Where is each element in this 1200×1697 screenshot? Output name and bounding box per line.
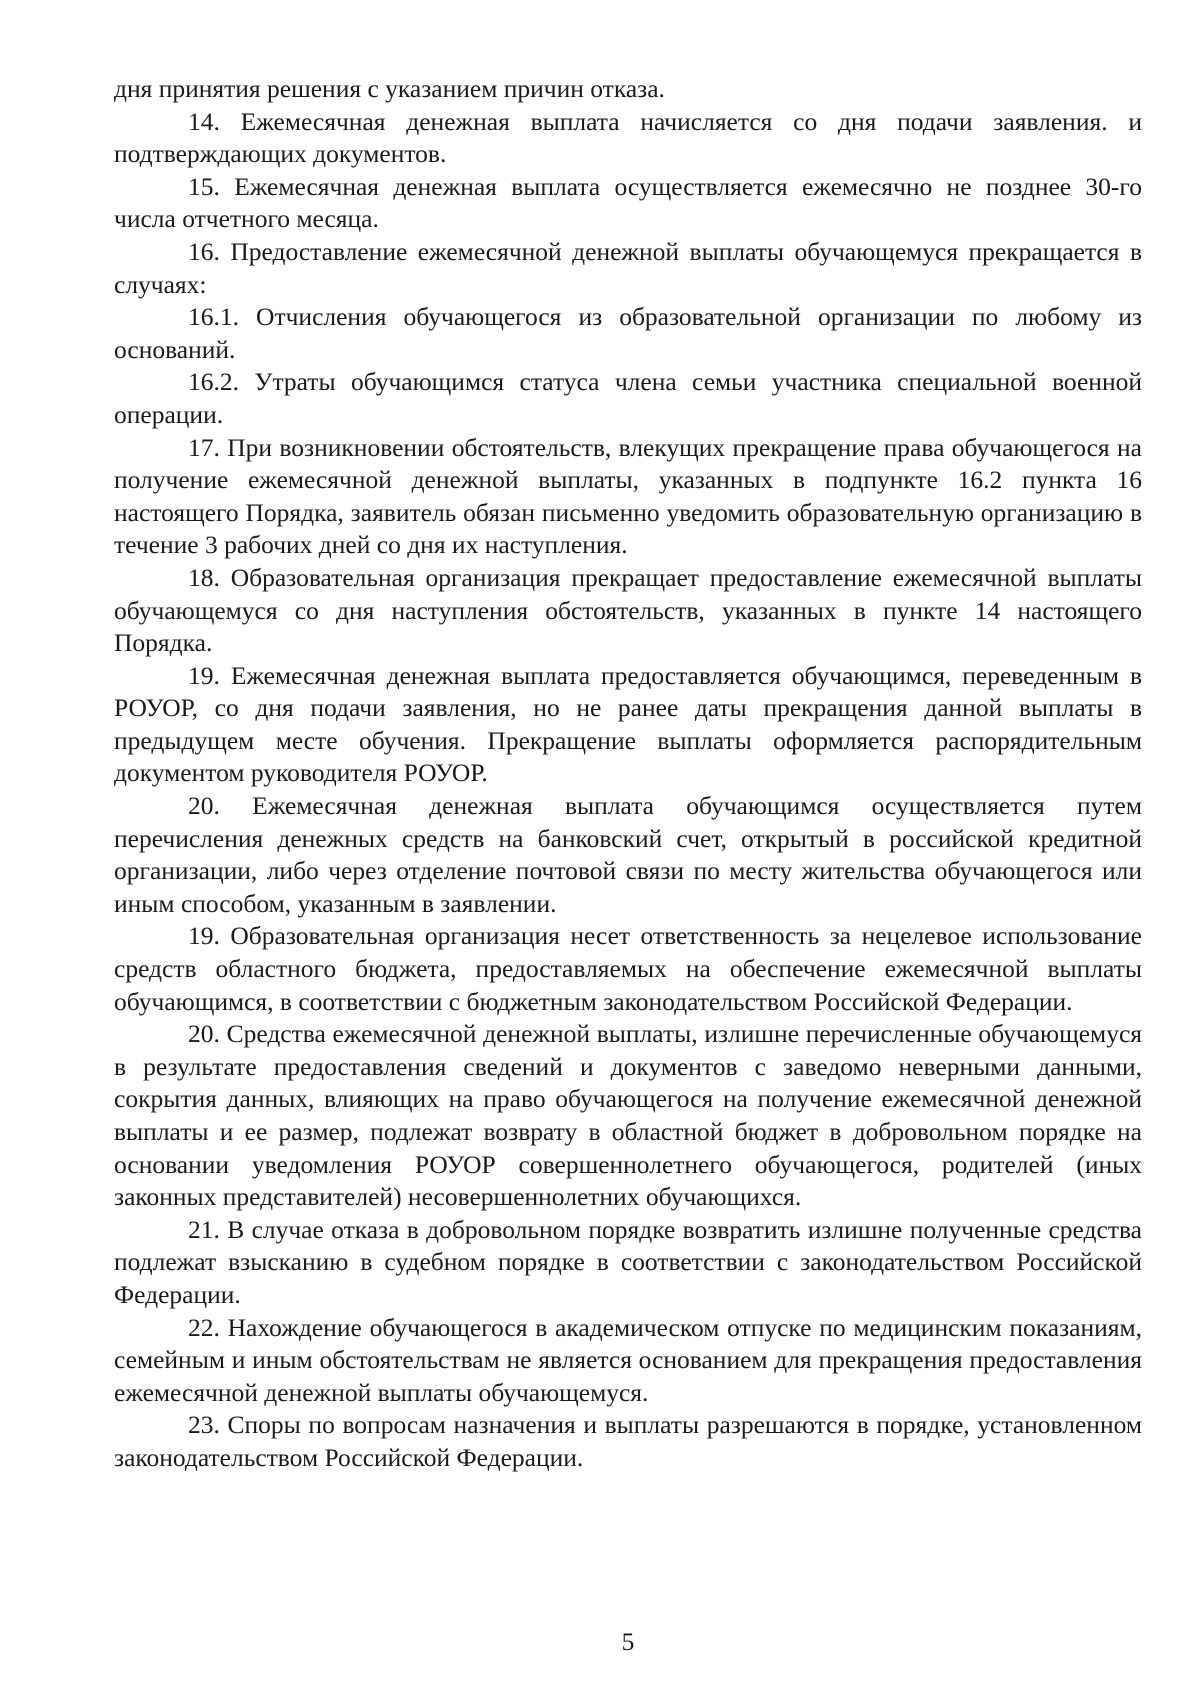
paragraph-23: 23. Споры по вопросам назначения и выплаты разрешаются в порядке, установленном законодательством Российской Федерации.: [114, 1410, 1142, 1472]
paragraph-19-second: 19. Образовательная организация несет ответственность за нецелевое использование средств областного бюджета, предоставляемых на обеспечение ежемесячной выплаты обучающимся, в соответствии с бюджетным законодательством Российской Федерации.: [114, 921, 1142, 1016]
paragraph-18: 18. Образовательная организация прекращает предоставление ежемесячной выплаты обучающемуся со дня наступления обстоятельств, указанных в пункте 14 настоящего Порядка.: [114, 562, 1142, 658]
paragraph-20: 20. Ежемесячная денежная выплата обучающимся осуществляется путем перечисления денежных средств на банковский счет, открытый в российской кредитной организации, либо через отделение почтовой связи по месту жительства обучающегося или иным способом, указанным в заявлении.: [114, 791, 1142, 918]
paragraph-17: 17. При возникновении обстоятельств, влекущих прекращение права обучающегося на получение ежемесячной денежной выплаты, указанных в подпункте 16.2 пункта 16 настоящего Порядка, заявитель обязан письменно уведомить образовательную организацию в течение 3 рабочих дней со дня их наступления.: [114, 432, 1142, 560]
paragraph-16: 16. Предоставление ежемесячной денежной выплаты обучающемуся прекращается в случаях:: [114, 236, 1142, 299]
paragraph-22: 22. Нахождение обучающегося в академическом отпуске по медицинским показаниям, семейным и иным обстоятельствам не является основанием для прекращения предоставления ежемесячной денежной выплаты обучающемуся.: [114, 1312, 1142, 1407]
document-body: [114, 73, 1142, 1475]
paragraph-continuation: дня принятия решения с указанием причин отказа.: [114, 74, 665, 103]
page-number: 5: [621, 1627, 635, 1656]
paragraph-16-1: 16.1. Отчисления обучающегося из образовательной организации по любому из оснований.: [114, 302, 1142, 364]
paragraph-16-2: 16.2. Утраты обучающимся статуса члена семьи участника специальной военной операции.: [114, 367, 1142, 429]
paragraph-21: 21. В случае отказа в добровольном порядке возвратить излишне полученные средства подлежат взысканию в судебном порядке в соответствии с законодательством Российской Федерации.: [114, 1214, 1142, 1309]
paragraph-20-second: 20. Средства ежемесячной денежной выплаты, излишне перечисленные обучающемуся в результате предоставления сведений и документов с заведомо неверными данными, сокрытия данных, влияющих на право обучающегося на получение ежемесячной денежной выплаты и ее размер, подлежат возврату в областной бюджет в добровольном порядке на основании уведомления РОУОР совершеннолетнего обучающегося, родителей (иных законных представителей) несовершеннолетних обучающихся.: [114, 1019, 1142, 1212]
paragraph-19: 19. Ежемесячная денежная выплата предоставляется обучающимся, переведенным в РОУОР, со дня подачи заявления, но не ранее даты прекращения данной выплаты в предыдущем месте обучения. Прекращение выплаты оформляется распорядительным документом руководителя РОУОР.: [114, 660, 1142, 788]
paragraph-14: 14. Ежемесячная денежная выплата начисляется со дня подачи заявления. и подтверждающих документов.: [114, 106, 1142, 169]
paragraph-15: 15. Ежемесячная денежная выплата осуществляется ежемесячно не позднее 30-го числа отчетного месяца.: [114, 171, 1142, 234]
